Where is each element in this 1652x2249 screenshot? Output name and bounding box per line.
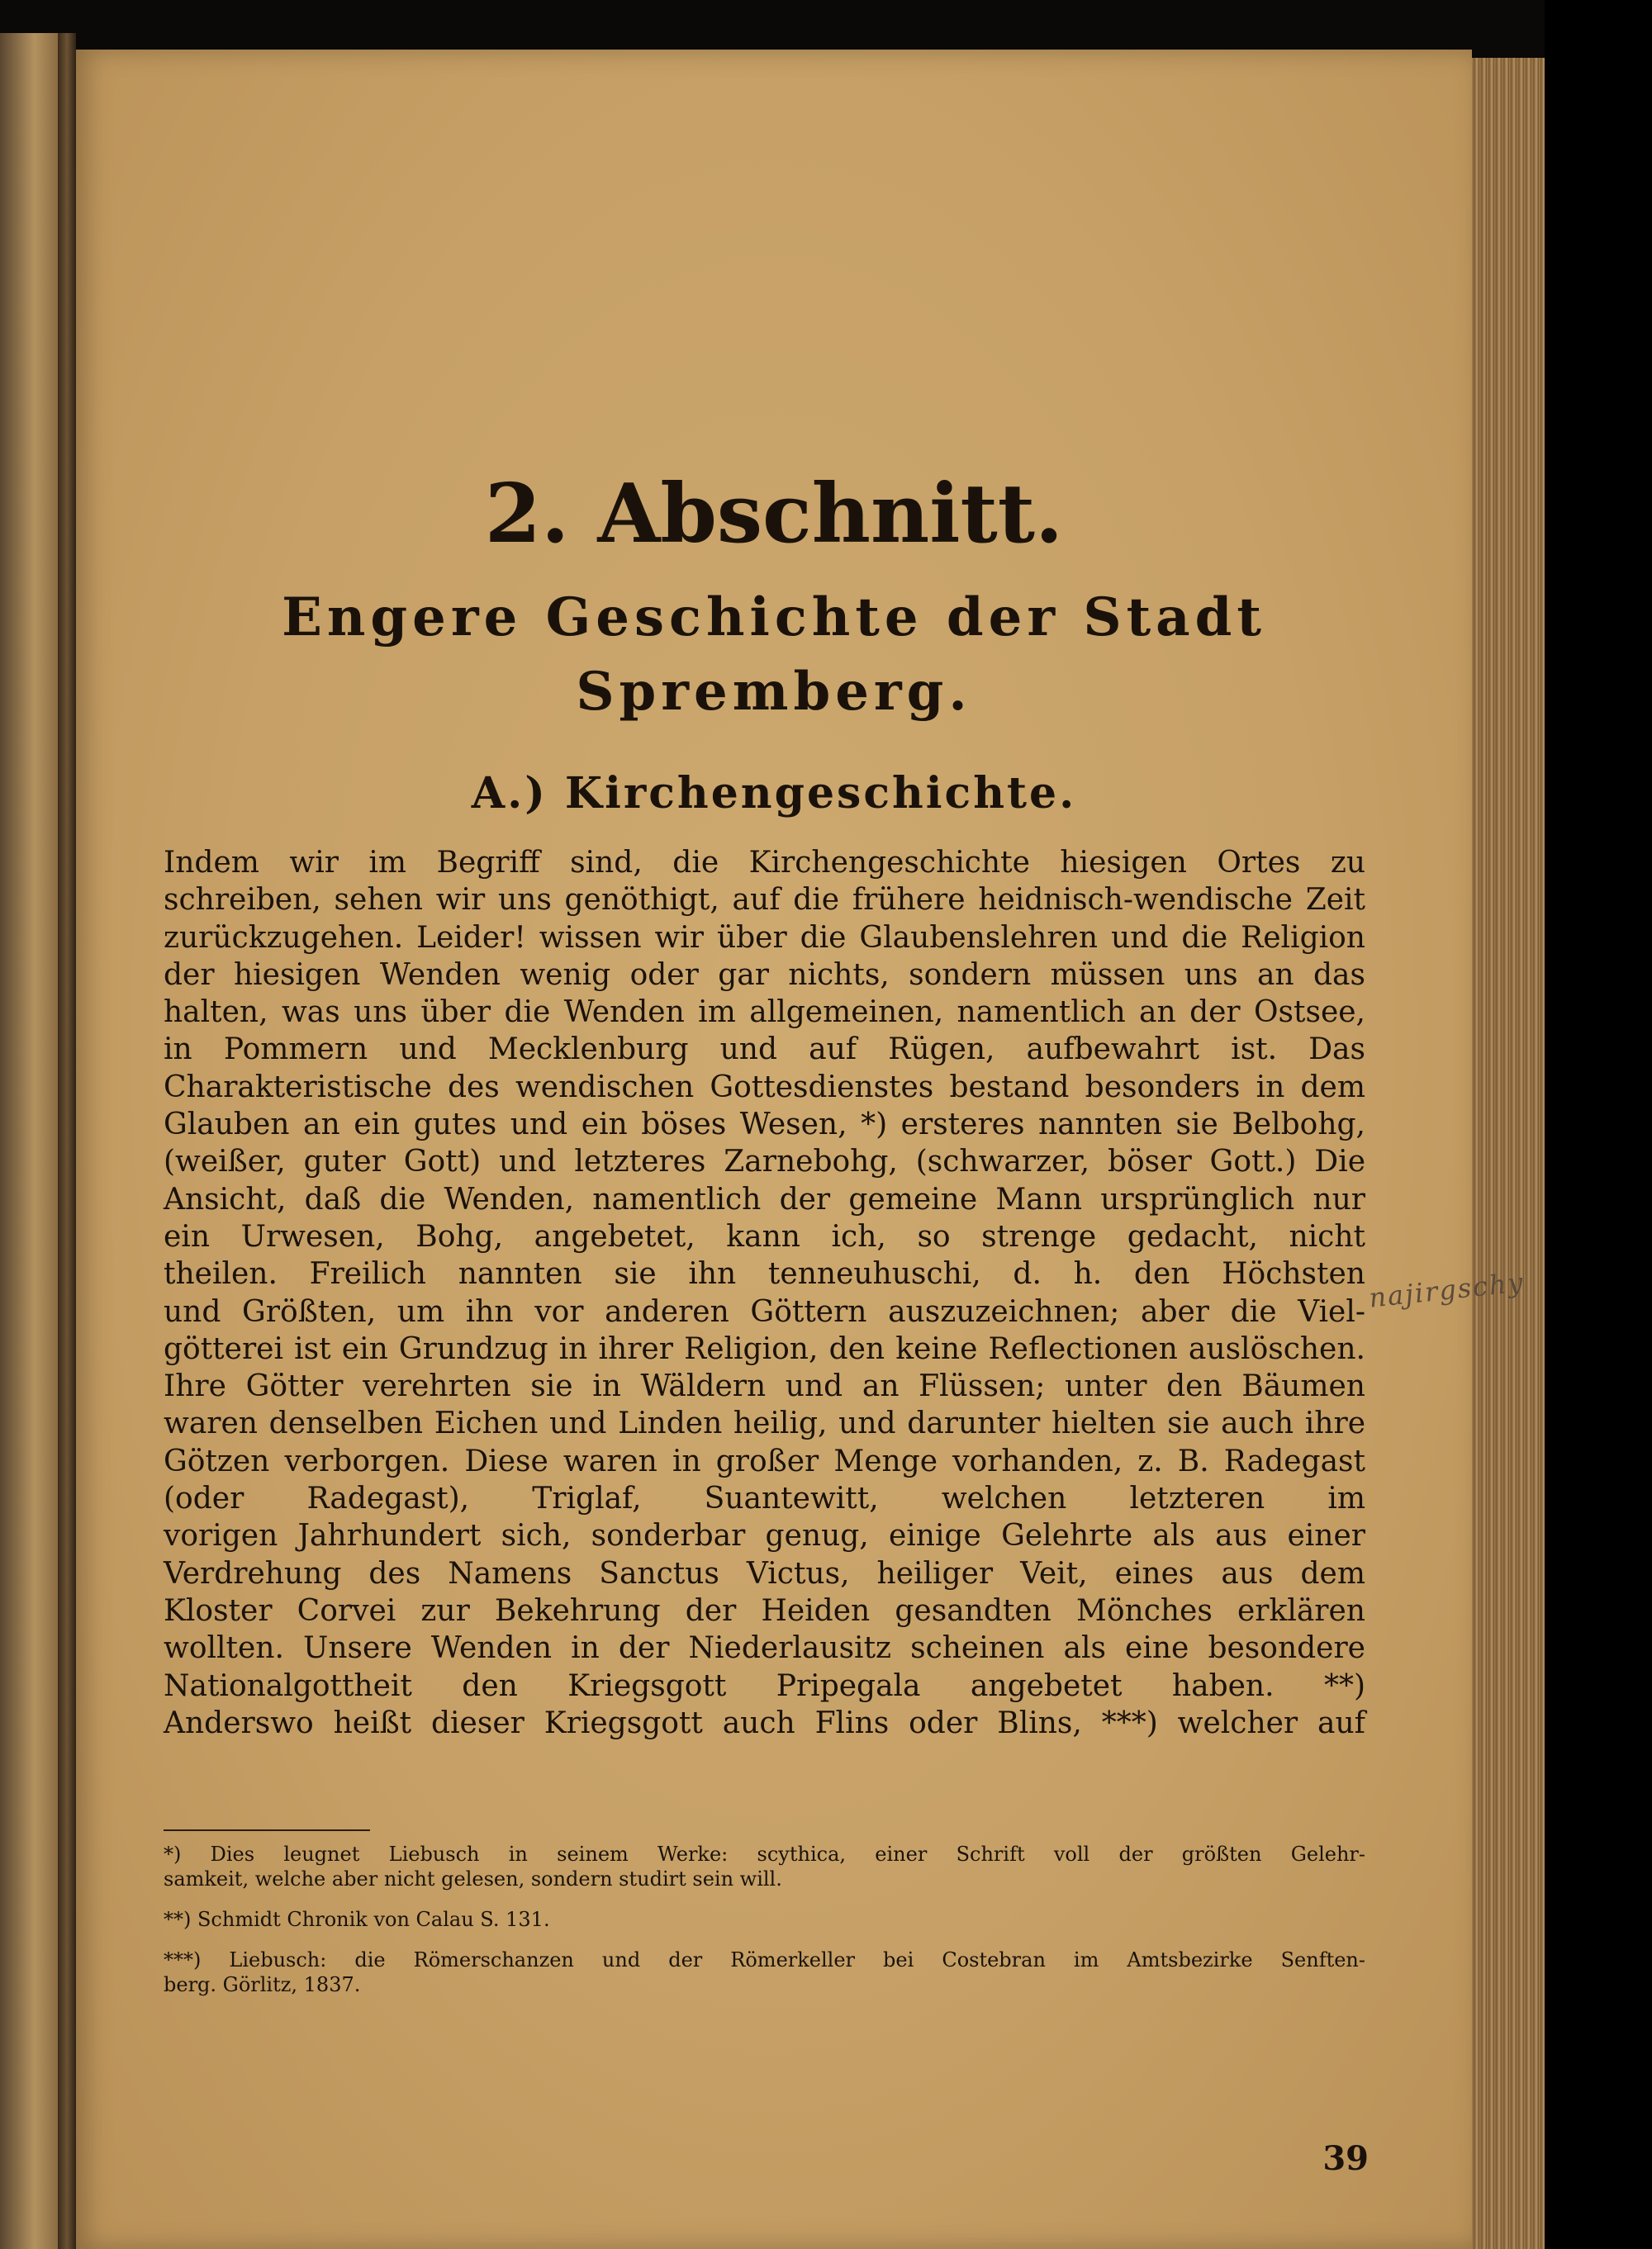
footnote-line: ***) Liebusch: die Römerschanzen und der Römerkeller bei Costebran im Amtsbezirke Senften- (164, 1948, 1365, 1971)
body-line: Anderswo heißt dieser Kriegsgott auch Flins oder Blins, ***) welcher auf (164, 1706, 1365, 1740)
body-line: (weißer, guter Gott) und letzteres Zarnebohg, (schwarzer, böser Gott.) Die (164, 1145, 1365, 1179)
body-line: in Pommern und Mecklenburg und auf Rügen, aufbewahrt ist. Das (164, 1032, 1365, 1067)
body-line: der hiesigen Wenden wenig oder gar nichts, sondern müssen uns an das (164, 957, 1365, 992)
page-number: 39 (1322, 2139, 1369, 2178)
body-line: Kloster Corvei zur Bekehrung der Heiden gesandten Mönches erklären (164, 1593, 1365, 1628)
page-stack-edge (1472, 58, 1545, 2249)
body-line: theilen. Freilich nannten sie ihn tenneuhuschi, d. h. den Höchsten (164, 1257, 1365, 1292)
body-line: schreiben, sehen wir uns genöthigt, auf die frühere heidnisch-wendische Zeit (164, 883, 1365, 918)
body-line: Nationalgottheit den Kriegsgott Pripegala angebetet haben. **) (164, 1668, 1365, 1703)
body-line: Indem wir im Begriff sind, die Kirchengeschichte hiesigen Ortes zu (164, 846, 1365, 880)
body-line: waren denselben Eichen und Linden heilig, und darunter hielten sie auch ihre (164, 1407, 1365, 1441)
footnote-line: berg. Görlitz, 1837. (164, 1973, 361, 1996)
body-line: wollten. Unsere Wenden in der Niederlausitz scheinen als eine besondere (164, 1631, 1365, 1666)
body-line: Glauben an ein gutes und ein böses Wesen, *) ersteres nannten sie Belbohg, (164, 1108, 1365, 1142)
body-line: ein Urwesen, Bohg, angebetet, kann ich, so strenge gedacht, nicht (164, 1219, 1365, 1254)
handwritten-margin-note: najirgschy (1367, 1266, 1526, 1314)
footnote-line: samkeit, welche aber nicht gelesen, sondern studirt sein will. (164, 1867, 782, 1891)
footnotes (164, 1842, 1365, 1997)
chapter-title: 2. Abschnitt. (484, 467, 1064, 562)
book-page (76, 50, 1526, 2249)
body-line: Verdrehung des Namens Sanctus Victus, heiliger Veit, eines aus dem (164, 1556, 1365, 1591)
footnote-line: *) Dies leugnet Liebusch in seinem Werke: scythica, einer Schrift voll der größten Gelehr- (164, 1843, 1365, 1866)
body-line: Ansicht, daß die Wenden, namentlich der gemeine Mann ursprünglich nur (164, 1182, 1365, 1217)
body-line: Ihre Götter verehrten sie in Wäldern und an Flüssen; unter den Bäumen (164, 1369, 1365, 1404)
body-line: Charakteristische des wendischen Gottesdienstes bestand besonders in dem (164, 1070, 1365, 1104)
body-line: halten, was uns über die Wenden im allgemeinen, namentlich an der Ostsee, (164, 995, 1365, 1030)
body-line: zurückzugehen. Leider! wissen wir über die Glaubenslehren und die Religion (164, 920, 1365, 955)
body-line: Götzen verborgen. Diese waren in großer Menge vorhanden, z. B. Radegast (164, 1444, 1365, 1478)
chapter-subtitle-line1: Engere Geschichte der Stadt (282, 586, 1266, 648)
book-gutter (58, 33, 76, 2249)
body-text (164, 844, 1365, 1742)
body-line: (oder Radegast), Triglaf, Suantewitt, welchen letzteren im (164, 1482, 1365, 1516)
facing-page-edge (0, 33, 58, 2249)
scan-border (1545, 0, 1652, 2249)
chapter-subtitle-line2: Spremberg. (576, 661, 972, 723)
section-heading: A.) Kirchengeschichte. (471, 768, 1077, 818)
body-line: und Größten, um ihn vor anderen Göttern auszuzeichnen; aber die Viel- (164, 1294, 1365, 1329)
body-line: vorigen Jahrhundert sich, sonderbar genug, einige Gelehrte als aus einer (164, 1519, 1365, 1554)
footnote-rule (164, 1829, 370, 1831)
body-line: götterei ist ein Grundzug in ihrer Religion, den keine Reflectionen auslöschen. (164, 1331, 1365, 1366)
footnote-line: **) Schmidt Chronik von Calau S. 131. (164, 1908, 550, 1931)
